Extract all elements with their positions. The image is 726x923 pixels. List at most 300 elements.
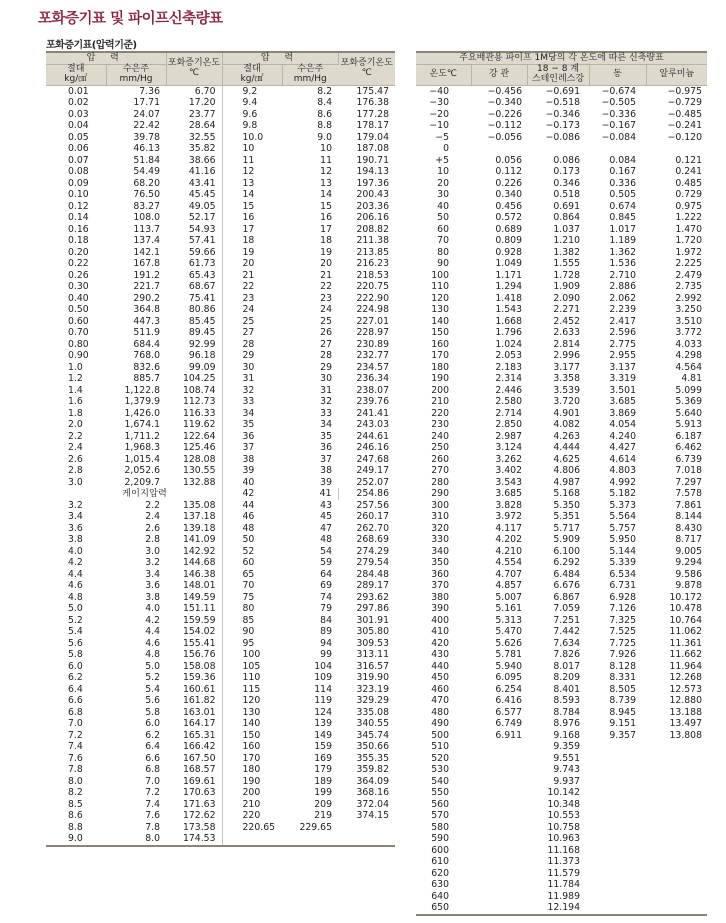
table-cell: 32	[320, 396, 332, 408]
table-row	[416, 201, 707, 213]
header-temperature: 포화증기온도 ℃	[338, 52, 395, 85]
table-cell: 33	[320, 407, 332, 419]
table-row	[416, 155, 707, 167]
table-cell: 200	[242, 787, 261, 799]
table-cell: 3.6	[68, 522, 83, 534]
table-cell: 43.41	[166, 178, 222, 190]
table-row	[46, 833, 395, 846]
table-cell: 1,426.0	[124, 407, 160, 419]
table-row	[46, 753, 395, 765]
table-row	[416, 178, 707, 190]
table-cell: 6.676	[553, 580, 580, 592]
table-cell: 5.564	[609, 511, 636, 523]
table-cell: 40	[437, 200, 449, 212]
table-cell: 5.909	[553, 534, 580, 546]
table-cell: 260.17	[356, 511, 389, 523]
table-cell: 2.596	[609, 327, 636, 339]
table-cell: −0.340	[487, 97, 522, 109]
table-cell: 113.7	[133, 223, 160, 235]
table-cell: 128.08	[166, 454, 222, 466]
table-cell: 440	[431, 660, 449, 672]
table-cell: 510	[431, 741, 449, 753]
table-cell: 1.4	[68, 384, 83, 396]
table-cell: 0.340	[495, 189, 522, 201]
table-cell: 142.92	[166, 546, 222, 558]
table-cell: 4.6	[68, 580, 83, 592]
table-cell: 0.26	[68, 269, 89, 281]
table-cell: 2.850	[495, 419, 522, 431]
table-cell: 2.271	[553, 304, 580, 316]
table-cell	[646, 879, 707, 891]
table-cell: 173.58	[166, 822, 222, 834]
table-row	[416, 707, 707, 719]
table-row	[416, 293, 707, 305]
table-cell: 1.0	[68, 361, 83, 373]
table-cell: 6.749	[495, 718, 522, 730]
table-cell: 244.61	[356, 430, 389, 442]
table-cell: 50	[437, 212, 449, 224]
table-cell	[646, 810, 707, 822]
table-cell: −0.674	[601, 85, 636, 97]
table-cell: 26	[320, 327, 332, 339]
table-cell: 370	[431, 580, 449, 592]
table-cell: 177.28	[356, 108, 389, 120]
table-row	[46, 350, 395, 362]
table-cell: 2.417	[609, 315, 636, 327]
table-row	[416, 546, 707, 558]
table-cell	[589, 810, 646, 822]
table-cell: 161.82	[166, 695, 222, 707]
table-row	[46, 270, 395, 282]
table-cell: 25	[320, 315, 332, 327]
table-cell: 216.23	[356, 258, 389, 270]
table-cell: 8.2	[317, 85, 332, 97]
table-cell: 5.0	[145, 660, 160, 672]
table-cell	[589, 741, 646, 753]
table-cell: 3.501	[609, 384, 636, 396]
saturated-steam-table	[46, 51, 395, 847]
table-row	[46, 155, 395, 167]
table-cell	[471, 776, 527, 788]
table-cell: 156.76	[166, 649, 222, 661]
table-cell: 3.720	[553, 396, 580, 408]
table-cell: 7.4	[145, 798, 160, 810]
table-cell: 190	[242, 775, 261, 787]
table-cell: 2,209.7	[124, 476, 160, 488]
table-cell: 1.017	[609, 223, 636, 235]
table-cell	[471, 845, 527, 857]
table-cell: 36	[242, 430, 255, 442]
table-cell: 108.74	[166, 385, 222, 397]
table-cell: 11.168	[547, 844, 580, 856]
table-cell: 410	[431, 626, 449, 638]
table-cell: 238.07	[356, 384, 389, 396]
header-mercury: 수은주 mm/Hg	[282, 64, 338, 85]
table-row	[46, 327, 395, 339]
table-cell	[471, 741, 527, 753]
table-cell: 9.151	[609, 718, 636, 730]
table-cell: −10	[429, 120, 449, 132]
table-cell: 7.6	[68, 752, 83, 764]
table-cell: 2.735	[675, 281, 703, 293]
table-row	[416, 281, 707, 293]
table-cell	[646, 833, 707, 845]
table-cell: 247.68	[356, 453, 389, 465]
table-cell: 6.911	[495, 729, 522, 741]
table-cell: 144.68	[166, 557, 222, 569]
table-cell: 1.294	[495, 281, 522, 293]
table-cell: 254.86	[356, 488, 389, 500]
table-row	[416, 442, 707, 454]
table-cell: 65.43	[166, 270, 222, 282]
table-cell: 1.189	[609, 235, 636, 247]
table-cell: 0.09	[68, 177, 89, 189]
table-cell: 5.4	[145, 683, 160, 695]
table-cell: 220.75	[356, 281, 389, 293]
table-row	[416, 891, 707, 903]
table-cell: 10.758	[547, 821, 580, 833]
table-cell: 5.8	[68, 649, 83, 661]
table-cell: 119.62	[166, 419, 222, 431]
table-cell: 230	[431, 419, 449, 431]
table-cell: 22.42	[133, 120, 160, 132]
table-cell: 0.975	[675, 200, 703, 212]
table-row	[46, 465, 395, 477]
table-cell: 176.38	[356, 97, 389, 109]
table-cell: 1.024	[495, 338, 522, 350]
table-cell	[589, 868, 646, 880]
table-cell: 74	[320, 591, 332, 603]
table-cell: 5.161	[495, 603, 522, 615]
table-cell: 100	[431, 269, 449, 281]
table-cell: 4.6	[145, 637, 160, 649]
table-row	[416, 235, 707, 247]
header-expansion-title: 주요배관용 파이프 1M당의 각 온도에 따른 신축량표	[416, 52, 707, 64]
table-cell: 530	[431, 764, 449, 776]
table-row	[416, 684, 707, 696]
table-cell: 400	[431, 614, 449, 626]
table-cell: 200	[431, 384, 449, 396]
table-cell: 4.0	[68, 545, 83, 557]
table-cell: 35.82	[166, 143, 222, 155]
table-cell: 4.564	[675, 361, 703, 373]
table-cell: 23	[242, 292, 255, 304]
table-cell	[471, 799, 527, 811]
table-cell: 7.725	[609, 637, 636, 649]
table-row	[46, 730, 395, 742]
table-cell: 4.8	[68, 591, 83, 603]
table-row	[416, 534, 707, 546]
table-cell: 243.03	[356, 419, 389, 431]
gauge-pressure-label: 게이지압력	[46, 488, 222, 500]
table-cell	[646, 902, 707, 915]
table-cell: 220	[431, 407, 449, 419]
table-cell: 0.50	[68, 304, 89, 316]
table-cell: 0.056	[495, 154, 522, 166]
table-cell: 1,968.3	[124, 442, 160, 454]
table-cell: 7.926	[609, 649, 636, 661]
table-cell: 3.828	[495, 499, 522, 511]
table-cell: 180	[431, 361, 449, 373]
table-cell: 3.6	[145, 580, 160, 592]
table-cell: 38.66	[166, 155, 222, 167]
table-cell: 8.593	[553, 695, 580, 707]
table-row	[46, 373, 395, 385]
table-cell	[338, 822, 395, 834]
table-cell: 7.059	[553, 603, 580, 615]
table-cell: −0.518	[545, 97, 580, 109]
table-cell: 4.803	[609, 465, 636, 477]
table-cell: 1.362	[609, 246, 636, 258]
table-cell: 4.2	[68, 557, 83, 569]
table-cell: 430	[431, 649, 449, 661]
table-cell: 5.950	[609, 534, 636, 546]
table-cell: 5.757	[609, 522, 636, 534]
table-row	[46, 615, 395, 627]
table-cell: 4.992	[609, 476, 636, 488]
table-row	[46, 339, 395, 351]
table-cell	[338, 833, 395, 846]
table-cell: −0.485	[667, 108, 703, 120]
table-cell: 460	[431, 683, 449, 695]
table-cell: 221.7	[133, 281, 160, 293]
table-cell	[471, 833, 527, 845]
table-cell: 6.867	[553, 591, 580, 603]
table-cell: 9.2	[242, 85, 258, 97]
table-row	[416, 764, 707, 776]
table-cell: 241.41	[356, 407, 389, 419]
table-cell: −5	[435, 131, 449, 143]
table-cell: 16	[242, 212, 255, 224]
table-cell: 132.88	[166, 477, 222, 489]
table-cell: 1.536	[609, 258, 636, 270]
table-cell: 69	[320, 580, 332, 592]
table-cell: 33	[242, 396, 255, 408]
table-cell: 158.08	[166, 661, 222, 673]
table-cell: 171.63	[166, 799, 222, 811]
table-row	[416, 787, 707, 799]
table-cell: 120	[431, 292, 449, 304]
table-cell: 104	[314, 660, 332, 672]
table-cell: 7.126	[609, 603, 636, 615]
table-cell: 0.03	[68, 108, 89, 120]
table-cell: 2.633	[553, 327, 580, 339]
table-cell: 5.940	[495, 660, 522, 672]
table-row	[416, 718, 707, 730]
table-cell: 109	[314, 672, 332, 684]
table-cell	[646, 845, 707, 857]
table-row	[46, 626, 395, 638]
table-cell: 20	[320, 258, 332, 270]
table-cell: 163.01	[166, 707, 222, 719]
table-row	[46, 603, 395, 615]
table-cell: 4.054	[609, 419, 636, 431]
table-cell: 25	[242, 315, 255, 327]
table-cell: 8.717	[675, 534, 703, 546]
table-cell: 7.8	[68, 764, 83, 776]
table-cell: 199	[314, 787, 332, 799]
table-cell: 1.222	[675, 212, 703, 224]
table-cell: 1.543	[495, 304, 522, 316]
table-cell: 7.6	[145, 810, 160, 822]
table-cell: 34	[320, 419, 332, 431]
table-cell: 3.685	[495, 488, 522, 500]
table-cell: 160	[431, 338, 449, 350]
table-cell: 11	[242, 154, 255, 166]
table-row	[416, 109, 707, 121]
table-cell: 550	[431, 787, 449, 799]
table-cell: 470	[431, 695, 449, 707]
table-cell: 2.580	[495, 396, 522, 408]
table-cell: 257.56	[356, 499, 389, 511]
table-row	[416, 500, 707, 512]
table-cell: 76.50	[133, 189, 160, 201]
table-cell: 24.07	[133, 108, 160, 120]
table-cell: 130	[242, 706, 261, 718]
table-cell: 2.8	[68, 465, 83, 477]
table-row	[416, 557, 707, 569]
table-row	[416, 511, 707, 523]
table-cell: 1.796	[495, 327, 522, 339]
table-cell: −30	[429, 97, 449, 109]
table-cell: 19	[320, 246, 332, 258]
table-cell: 137.18	[166, 511, 222, 523]
table-cell: 9.4	[242, 97, 258, 109]
table-cell: −0.084	[601, 131, 636, 143]
table-cell: 167.50	[166, 753, 222, 765]
table-cell: 197.36	[356, 177, 389, 189]
table-cell: 179	[314, 764, 332, 776]
header-absolute: 절대 kg/㎠	[222, 64, 282, 85]
table-cell: 8.017	[553, 660, 580, 672]
table-cell: 20	[242, 258, 255, 270]
table-row	[416, 258, 707, 270]
table-cell: −0.729	[667, 97, 703, 109]
table-cell: 41.16	[166, 166, 222, 178]
table-cell: 5.144	[609, 545, 636, 557]
table-cell: 18	[320, 235, 332, 247]
table-cell: 28	[242, 338, 255, 350]
table-cell	[282, 833, 338, 846]
table-cell: 249.17	[356, 465, 389, 477]
table-cell: 137.4	[133, 235, 160, 247]
table-cell: 1.972	[675, 246, 703, 258]
table-cell: 70	[242, 580, 255, 592]
table-cell: 0.086	[553, 154, 580, 166]
table-cell: 0.226	[495, 177, 522, 189]
table-row	[416, 638, 707, 650]
header-aluminum: 알루미늄	[646, 64, 707, 85]
table-cell: 3.0	[68, 476, 83, 488]
table-cell: 7.297	[675, 476, 703, 488]
table-cell: 160	[242, 741, 261, 753]
table-cell: 447.3	[133, 315, 160, 327]
table-cell: 372.04	[356, 798, 389, 810]
table-row	[46, 534, 395, 546]
table-cell: 4.210	[495, 545, 522, 557]
table-cell: 15	[320, 200, 332, 212]
table-cell: 268.69	[356, 534, 389, 546]
table-cell: 360	[431, 568, 449, 580]
header-absolute: 절대 kg/㎠	[46, 64, 106, 85]
table-cell: 10.764	[669, 614, 703, 626]
table-cell: 0.689	[495, 223, 522, 235]
table-cell: 3.2	[68, 499, 83, 511]
table-row	[46, 235, 395, 247]
table-row	[46, 500, 395, 512]
table-cell: 7.442	[553, 626, 580, 638]
table-cell: 159	[314, 741, 332, 753]
table-cell: 57.41	[166, 235, 222, 247]
table-cell	[471, 902, 527, 915]
table-cell: 5.626	[495, 637, 522, 649]
table-cell: 85	[242, 614, 255, 626]
table-cell: 3.869	[609, 407, 636, 419]
table-cell: 2,052.6	[124, 465, 160, 477]
table-cell: 8.505	[609, 683, 636, 695]
table-cell: 2.987	[495, 430, 522, 442]
table-row	[416, 97, 707, 109]
table-cell: 168.57	[166, 764, 222, 776]
table-cell: 260	[431, 453, 449, 465]
table-cell: 0.928	[495, 246, 522, 258]
table-cell: 1.668	[495, 315, 522, 327]
table-cell: 0	[443, 143, 449, 155]
table-cell: 5.369	[675, 396, 703, 408]
table-cell: 210	[431, 396, 449, 408]
table-cell	[471, 764, 527, 776]
table-cell: 2.6	[68, 453, 83, 465]
table-cell: 3.124	[495, 442, 522, 454]
table-cell: 232.77	[356, 350, 389, 362]
table-cell: 9.294	[675, 557, 703, 569]
table-cell: 0.40	[68, 292, 89, 304]
table-cell: 9.878	[675, 580, 703, 592]
table-cell: 7.8	[145, 821, 160, 833]
table-cell: 210	[242, 798, 261, 810]
table-cell: 4.298	[675, 350, 703, 362]
table-cell: 3.510	[675, 315, 703, 327]
table-cell: 9.743	[553, 764, 580, 776]
table-cell: 190	[431, 373, 449, 385]
table-cell: 228.97	[356, 327, 389, 339]
table-cell: 0.346	[553, 177, 580, 189]
table-cell: 8.6	[317, 108, 332, 120]
table-cell: 61.73	[166, 258, 222, 270]
table-cell: 2.452	[553, 315, 580, 327]
table-row	[416, 672, 707, 684]
table-cell: 7.2	[68, 729, 83, 741]
table-row	[416, 350, 707, 362]
table-cell: 9.359	[553, 741, 580, 753]
table-cell: 4.033	[675, 338, 703, 350]
table-row	[416, 477, 707, 489]
table-row	[416, 868, 707, 880]
table-row	[46, 408, 395, 420]
table-cell: 139.18	[166, 523, 222, 535]
table-cell: 2.814	[553, 338, 580, 350]
table-row	[46, 109, 395, 121]
table-cell: 284.48	[356, 568, 389, 580]
table-cell: 7.578	[675, 488, 703, 500]
table-cell: 0.16	[68, 223, 89, 235]
table-cell: 146.38	[166, 569, 222, 581]
table-cell: 2.4	[145, 511, 160, 523]
table-cell: 0.809	[495, 235, 522, 247]
table-cell: 8.5	[68, 798, 83, 810]
table-cell: 39	[242, 465, 255, 477]
table-cell	[646, 822, 707, 834]
